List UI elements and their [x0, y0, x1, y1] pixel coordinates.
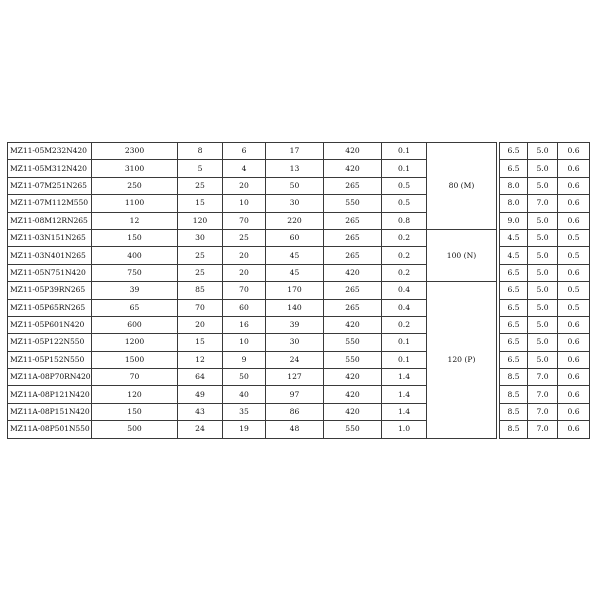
value-cell: 400 [92, 247, 178, 264]
value-cell: 9 [223, 351, 266, 368]
value-cell: 65 [92, 299, 178, 316]
group-cell: 120 (P) [427, 282, 497, 439]
value-cell: 0.6 [558, 403, 590, 420]
value-cell: 50 [266, 177, 324, 194]
value-cell: 25 [178, 264, 223, 281]
table-row [8, 369, 590, 386]
table-row [8, 386, 590, 403]
value-cell: 43 [178, 403, 223, 420]
value-cell: 1.4 [382, 386, 427, 403]
value-cell: 0.5 [558, 229, 590, 246]
value-cell: 420 [324, 403, 382, 420]
value-cell: 40 [223, 386, 266, 403]
value-cell: 6.5 [500, 264, 528, 281]
table-row [8, 177, 590, 194]
value-cell: 265 [324, 229, 382, 246]
value-cell: 0.5 [558, 299, 590, 316]
value-cell: 50 [223, 369, 266, 386]
value-cell: 8.0 [500, 177, 528, 194]
table-row [8, 247, 590, 264]
value-cell: 420 [324, 316, 382, 333]
value-cell: 1500 [92, 351, 178, 368]
value-cell: 0.6 [558, 351, 590, 368]
model-cell: MZ11A-08P151N420 [8, 403, 92, 420]
value-cell: 6.5 [500, 160, 528, 177]
value-cell: 6.5 [500, 351, 528, 368]
value-cell: 220 [266, 212, 324, 229]
value-cell: 5.0 [528, 229, 558, 246]
table-row [8, 403, 590, 420]
value-cell: 20 [223, 264, 266, 281]
value-cell: 170 [266, 282, 324, 299]
value-cell: 0.5 [382, 177, 427, 194]
value-cell: 1.0 [382, 421, 427, 438]
value-cell: 0.2 [382, 264, 427, 281]
value-cell: 6.5 [500, 282, 528, 299]
model-cell: MZ11-05P65RN265 [8, 299, 92, 316]
value-cell: 4 [223, 160, 266, 177]
value-cell: 12 [92, 212, 178, 229]
value-cell: 7.0 [528, 369, 558, 386]
table-row [8, 264, 590, 281]
value-cell: 30 [266, 334, 324, 351]
value-cell: 49 [178, 386, 223, 403]
table-row [8, 229, 590, 246]
value-cell: 30 [178, 229, 223, 246]
value-cell: 5.0 [528, 177, 558, 194]
value-cell: 12 [178, 351, 223, 368]
value-cell: 5.0 [528, 299, 558, 316]
value-cell: 5.0 [528, 351, 558, 368]
value-cell: 5.0 [528, 334, 558, 351]
group-cell: 80 (M) [427, 143, 497, 230]
value-cell: 1100 [92, 195, 178, 212]
model-cell: MZ11-05P122N550 [8, 334, 92, 351]
value-cell: 500 [92, 421, 178, 438]
value-cell: 0.6 [558, 160, 590, 177]
value-cell: 9.0 [500, 212, 528, 229]
model-cell: MZ11-08M12RN265 [8, 212, 92, 229]
model-cell: MZ11-03N151N265 [8, 229, 92, 246]
value-cell: 0.6 [558, 177, 590, 194]
value-cell: 64 [178, 369, 223, 386]
value-cell: 39 [266, 316, 324, 333]
value-cell: 24 [178, 421, 223, 438]
model-cell: MZ11-05M232N420 [8, 143, 92, 160]
spec-table [7, 142, 590, 439]
value-cell: 0.5 [382, 195, 427, 212]
value-cell: 120 [92, 386, 178, 403]
value-cell: 8.5 [500, 369, 528, 386]
value-cell: 0.6 [558, 334, 590, 351]
value-cell: 265 [324, 282, 382, 299]
value-cell: 1.4 [382, 369, 427, 386]
value-cell: 16 [223, 316, 266, 333]
value-cell: 39 [92, 282, 178, 299]
value-cell: 8 [178, 143, 223, 160]
value-cell: 0.6 [558, 369, 590, 386]
value-cell: 5 [178, 160, 223, 177]
model-cell: MZ11-07M112M550 [8, 195, 92, 212]
value-cell: 25 [178, 177, 223, 194]
value-cell: 5.0 [528, 212, 558, 229]
model-cell: MZ11A-08P501N550 [8, 421, 92, 438]
value-cell: 45 [266, 264, 324, 281]
value-cell: 265 [324, 247, 382, 264]
table-row [8, 421, 590, 438]
value-cell: 6 [223, 143, 266, 160]
model-cell: MZ11-07M251N265 [8, 177, 92, 194]
value-cell: 140 [266, 299, 324, 316]
value-cell: 10 [223, 195, 266, 212]
table-body [8, 143, 590, 439]
model-cell: MZ11-05N751N420 [8, 264, 92, 281]
value-cell: 0.6 [558, 143, 590, 160]
value-cell: 70 [223, 212, 266, 229]
table-row [8, 160, 590, 177]
value-cell: 20 [223, 247, 266, 264]
value-cell: 265 [324, 212, 382, 229]
value-cell: 0.8 [382, 212, 427, 229]
value-cell: 5.0 [528, 160, 558, 177]
value-cell: 120 [178, 212, 223, 229]
value-cell: 5.0 [528, 143, 558, 160]
value-cell: 0.6 [558, 386, 590, 403]
model-cell: MZ11-03N401N265 [8, 247, 92, 264]
value-cell: 19 [223, 421, 266, 438]
value-cell: 4.5 [500, 247, 528, 264]
value-cell: 0.1 [382, 351, 427, 368]
value-cell: 0.1 [382, 334, 427, 351]
value-cell: 600 [92, 316, 178, 333]
value-cell: 1200 [92, 334, 178, 351]
value-cell: 48 [266, 421, 324, 438]
value-cell: 265 [324, 299, 382, 316]
value-cell: 8.5 [500, 421, 528, 438]
value-cell: 265 [324, 177, 382, 194]
table-row [8, 143, 590, 160]
value-cell: 70 [92, 369, 178, 386]
value-cell: 0.2 [382, 247, 427, 264]
table-row [8, 299, 590, 316]
value-cell: 150 [92, 403, 178, 420]
value-cell: 8.5 [500, 386, 528, 403]
value-cell: 550 [324, 334, 382, 351]
value-cell: 250 [92, 177, 178, 194]
value-cell: 420 [324, 264, 382, 281]
value-cell: 5.0 [528, 282, 558, 299]
value-cell: 0.5 [558, 247, 590, 264]
value-cell: 15 [178, 195, 223, 212]
value-cell: 550 [324, 351, 382, 368]
value-cell: 0.1 [382, 143, 427, 160]
value-cell: 8.5 [500, 403, 528, 420]
value-cell: 30 [266, 195, 324, 212]
value-cell: 0.2 [382, 229, 427, 246]
value-cell: 60 [223, 299, 266, 316]
model-cell: MZ11-05M312N420 [8, 160, 92, 177]
value-cell: 0.6 [558, 195, 590, 212]
value-cell: 15 [178, 334, 223, 351]
value-cell: 7.0 [528, 195, 558, 212]
table-row [8, 351, 590, 368]
value-cell: 85 [178, 282, 223, 299]
model-cell: MZ11A-08P121N420 [8, 386, 92, 403]
value-cell: 0.6 [558, 316, 590, 333]
value-cell: 550 [324, 421, 382, 438]
value-cell: 0.6 [558, 264, 590, 281]
value-cell: 0.4 [382, 282, 427, 299]
value-cell: 70 [178, 299, 223, 316]
value-cell: 6.5 [500, 316, 528, 333]
table-row [8, 282, 590, 299]
table-row [8, 316, 590, 333]
value-cell: 1.4 [382, 403, 427, 420]
value-cell: 70 [223, 282, 266, 299]
value-cell: 97 [266, 386, 324, 403]
value-cell: 5.0 [528, 316, 558, 333]
value-cell: 3100 [92, 160, 178, 177]
value-cell: 420 [324, 143, 382, 160]
model-cell: MZ11-05P601N420 [8, 316, 92, 333]
value-cell: 750 [92, 264, 178, 281]
value-cell: 25 [223, 229, 266, 246]
table-row [8, 212, 590, 229]
value-cell: 10 [223, 334, 266, 351]
value-cell: 150 [92, 229, 178, 246]
value-cell: 20 [178, 316, 223, 333]
value-cell: 5.0 [528, 247, 558, 264]
value-cell: 6.5 [500, 299, 528, 316]
value-cell: 24 [266, 351, 324, 368]
value-cell: 420 [324, 369, 382, 386]
value-cell: 550 [324, 195, 382, 212]
value-cell: 0.6 [558, 421, 590, 438]
value-cell: 7.0 [528, 403, 558, 420]
value-cell: 6.5 [500, 143, 528, 160]
value-cell: 0.1 [382, 160, 427, 177]
value-cell: 7.0 [528, 386, 558, 403]
model-cell: MZ11-05P39RN265 [8, 282, 92, 299]
model-cell: MZ11A-08P70RN420 [8, 369, 92, 386]
value-cell: 0.2 [382, 316, 427, 333]
value-cell: 86 [266, 403, 324, 420]
value-cell: 127 [266, 369, 324, 386]
value-cell: 25 [178, 247, 223, 264]
value-cell: 5.0 [528, 264, 558, 281]
value-cell: 420 [324, 386, 382, 403]
value-cell: 420 [324, 160, 382, 177]
value-cell: 2300 [92, 143, 178, 160]
value-cell: 17 [266, 143, 324, 160]
value-cell: 0.4 [382, 299, 427, 316]
value-cell: 0.5 [558, 282, 590, 299]
value-cell: 7.0 [528, 421, 558, 438]
model-cell: MZ11-05P152N550 [8, 351, 92, 368]
value-cell: 6.5 [500, 334, 528, 351]
table-row [8, 334, 590, 351]
group-cell: 100 (N) [427, 229, 497, 281]
value-cell: 20 [223, 177, 266, 194]
value-cell: 4.5 [500, 229, 528, 246]
value-cell: 60 [266, 229, 324, 246]
value-cell: 0.6 [558, 212, 590, 229]
value-cell: 35 [223, 403, 266, 420]
value-cell: 13 [266, 160, 324, 177]
value-cell: 8.0 [500, 195, 528, 212]
value-cell: 45 [266, 247, 324, 264]
table-row [8, 195, 590, 212]
